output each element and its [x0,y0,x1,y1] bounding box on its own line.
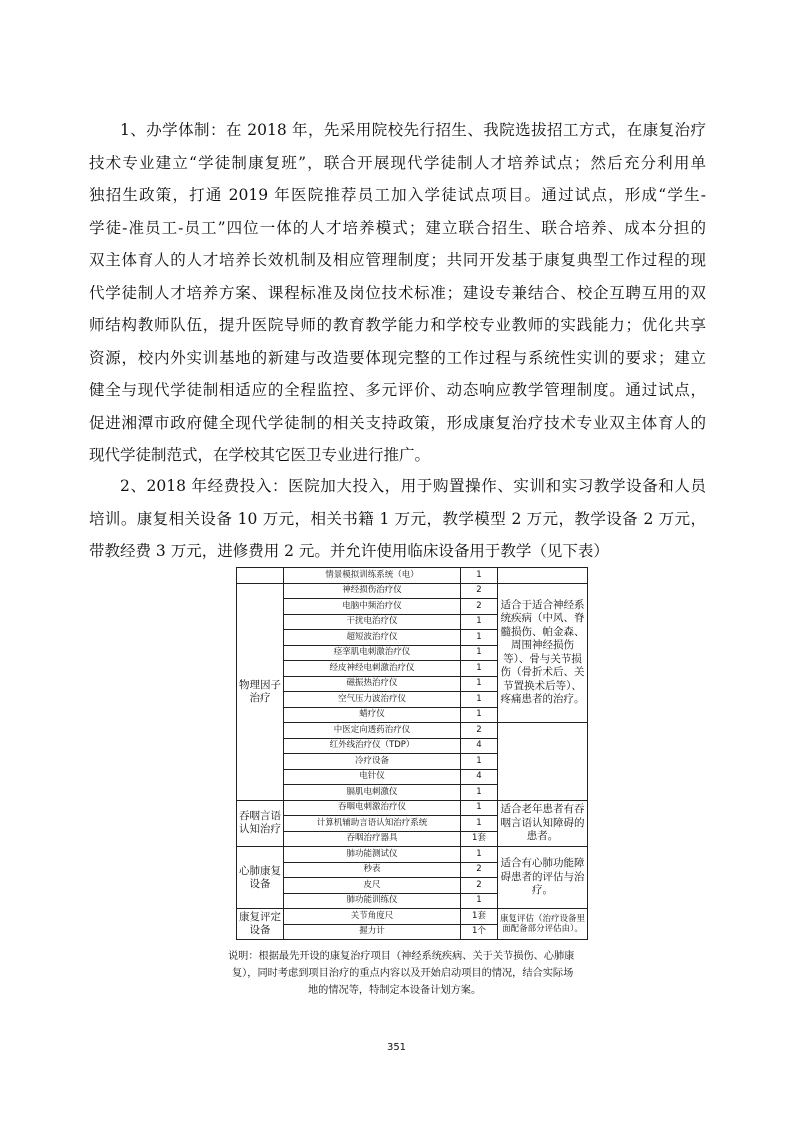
item-cell: 痉挛肌电刺激治疗仪 [284,645,461,661]
quantity-cell: 2 [461,878,498,894]
item-cell: 超短波治疗仪 [284,630,461,646]
note-cell: 适合老年患者有吞咽言语认知障碍的患者。 [498,800,588,847]
item-cell: 膈肌电刺激仪 [284,785,461,801]
quantity-cell: 1 [461,630,498,646]
caption-line: 复），同时考虑到项目治疗的重点内容以及开始启动项目的情况，结合实际场 [232,968,574,979]
note-cell [498,568,588,584]
item-cell: 磁振热治疗仪 [284,676,461,692]
text-line: 培训。康复相关设备 10 万元，相关书籍 1 万元，教学模型 2 万元，教学设备 2 万元， [89,509,706,528]
note-cell: 适合有心肺功能障碍患者的评估与治疗。 [498,847,588,909]
quantity-cell: 1 [461,661,498,677]
table-row [237,583,588,599]
note-cell [498,723,588,801]
quantity-cell: 4 [461,769,498,785]
quantity-cell: 1个 [461,924,498,940]
quantity-cell: 1 [461,847,498,863]
item-cell: 空气压力波治疗仪 [284,692,461,708]
category-cell [237,568,284,584]
table-row [237,800,588,816]
paragraph-funding [89,470,706,568]
text-line: 1、办学体制：在 2018 年，先采用院校先行招生、我院选拔招工方式，在康复治疗 [120,121,706,139]
quantity-cell: 1 [461,785,498,801]
item-cell: 肺功能训练仪 [284,893,461,909]
quantity-cell: 1 [461,754,498,770]
table-row [237,847,588,863]
table-row [237,909,588,925]
item-cell: 经皮神经电刺激治疗仪 [284,661,461,677]
text-line: 代学徒制人才培养方案、课程标准及岗位技术标准；建设专兼结合、校企互聘互用的双 [89,283,706,302]
quantity-cell: 1 [461,676,498,692]
quantity-cell: 1 [461,816,498,832]
item-cell: 计算机辅助言语认知治疗系统 [284,816,461,832]
quantity-cell: 2 [461,862,498,878]
quantity-cell: 1 [461,893,498,909]
item-cell: 电针仪 [284,769,461,785]
item-cell: 红外线治疗仪（TDP） [284,738,461,754]
quantity-cell: 1套 [461,831,498,847]
text-line: 带教经费 3 万元，进修费用 2 元。并允许使用临床设备用于教学（见下表） [89,542,609,560]
text-line: 独招生政策，打通 2019 年医院推荐员工加入学徒试点项目。通过试点，形成“学生- [89,186,706,204]
text-line: 健全与现代学徒制相适应的全程监控、多元评价、动态响应教学管理制度。通过试点， [89,381,706,399]
quantity-cell: 2 [461,599,498,615]
category-cell: 物理因子治疗 [237,583,284,800]
item-cell: 电脑中频治疗仪 [284,599,461,615]
quantity-cell: 1 [461,645,498,661]
quantity-cell: 1 [461,707,498,723]
caption-line: 说明：根据最先开设的康复治疗项目（神经系统疾病、关于关节损伤、心肺康 [228,951,575,962]
quantity-cell: 1 [461,692,498,708]
category-cell: 吞咽言语认知治疗 [237,800,284,847]
caption-line: 地的情况等，特制定本设备计划方案。 [308,985,482,996]
quantity-cell: 1 [461,800,498,816]
text-line: 学徒-准员工-员工”四位一体的人才培养模式；建立联合招生、联合培养、成本分担的 [89,218,706,237]
item-cell: 蜡疗仪 [284,707,461,723]
category-cell: 心肺康复设备 [237,847,284,909]
item-cell: 神经损伤治疗仪 [284,583,461,599]
item-cell: 干扰电治疗仪 [284,614,461,630]
item-cell: 握力计 [284,924,461,940]
text-line: 现代学徒制范式，在学校其它医卫专业进行推广。 [89,446,431,464]
quantity-cell: 2 [461,583,498,599]
quantity-cell: 4 [461,738,498,754]
table-caption [228,948,598,999]
text-line: 资源，校内外实训基地的新建与改造要体现完整的工作过程与系统性实训的要求；建立 [89,348,706,367]
item-cell: 秒表 [284,862,461,878]
text-line: 促进湘潭市政府健全现代学徒制的相关支持政策，形成康复治疗技术专业双主体育人的 [89,413,706,432]
text-line: 2、2018 年经费投入：医院加大投入，用于购置操作、实训和实习教学设备和人员 [120,477,706,495]
category-cell: 康复评定设备 [237,909,284,940]
quantity-cell: 1套 [461,909,498,925]
note-cell: 适合于适合神经系统疾病（中风、脊髓损伤、帕金森、周围神经损伤等）、骨与关节损伤（骨折术后、关节置换术后等）、疼痛患者的治疗。 [498,583,588,723]
item-cell: 关节角度尺 [284,909,461,925]
item-cell: 中医定向透药治疗仪 [284,723,461,739]
quantity-cell: 1 [461,614,498,630]
page-number: 351 [386,1042,407,1053]
item-cell: 吞咽电刺激治疗仪 [284,800,461,816]
item-cell: 皮尺 [284,878,461,894]
item-cell: 吞咽治疗器具 [284,831,461,847]
item-cell: 情景模拟训练系统（电） [284,568,461,584]
table-row [237,723,588,739]
table-row [237,568,588,584]
paragraph-school-system [89,114,706,472]
text-line: 双主体育人的人才培养长效机制及相应管理制度；共同开发基于康复典型工作过程的现 [89,251,706,269]
item-cell: 冷疗设备 [284,754,461,770]
text-line: 师结构教师队伍，提升医院导师的教育教学能力和学校专业教师的实践能力；优化共享 [89,316,706,334]
quantity-cell: 2 [461,723,498,739]
quantity-cell: 1 [461,568,498,584]
note-cell: 康复评估（治疗设备里面配备部分评估由）。 [498,909,588,940]
text-line: 技术专业建立“学徒制康复班”，联合开展现代学徒制人才培养试点；然后充分利用单 [89,153,706,172]
equipment-table [236,567,588,940]
item-cell: 肺功能测试仪 [284,847,461,863]
